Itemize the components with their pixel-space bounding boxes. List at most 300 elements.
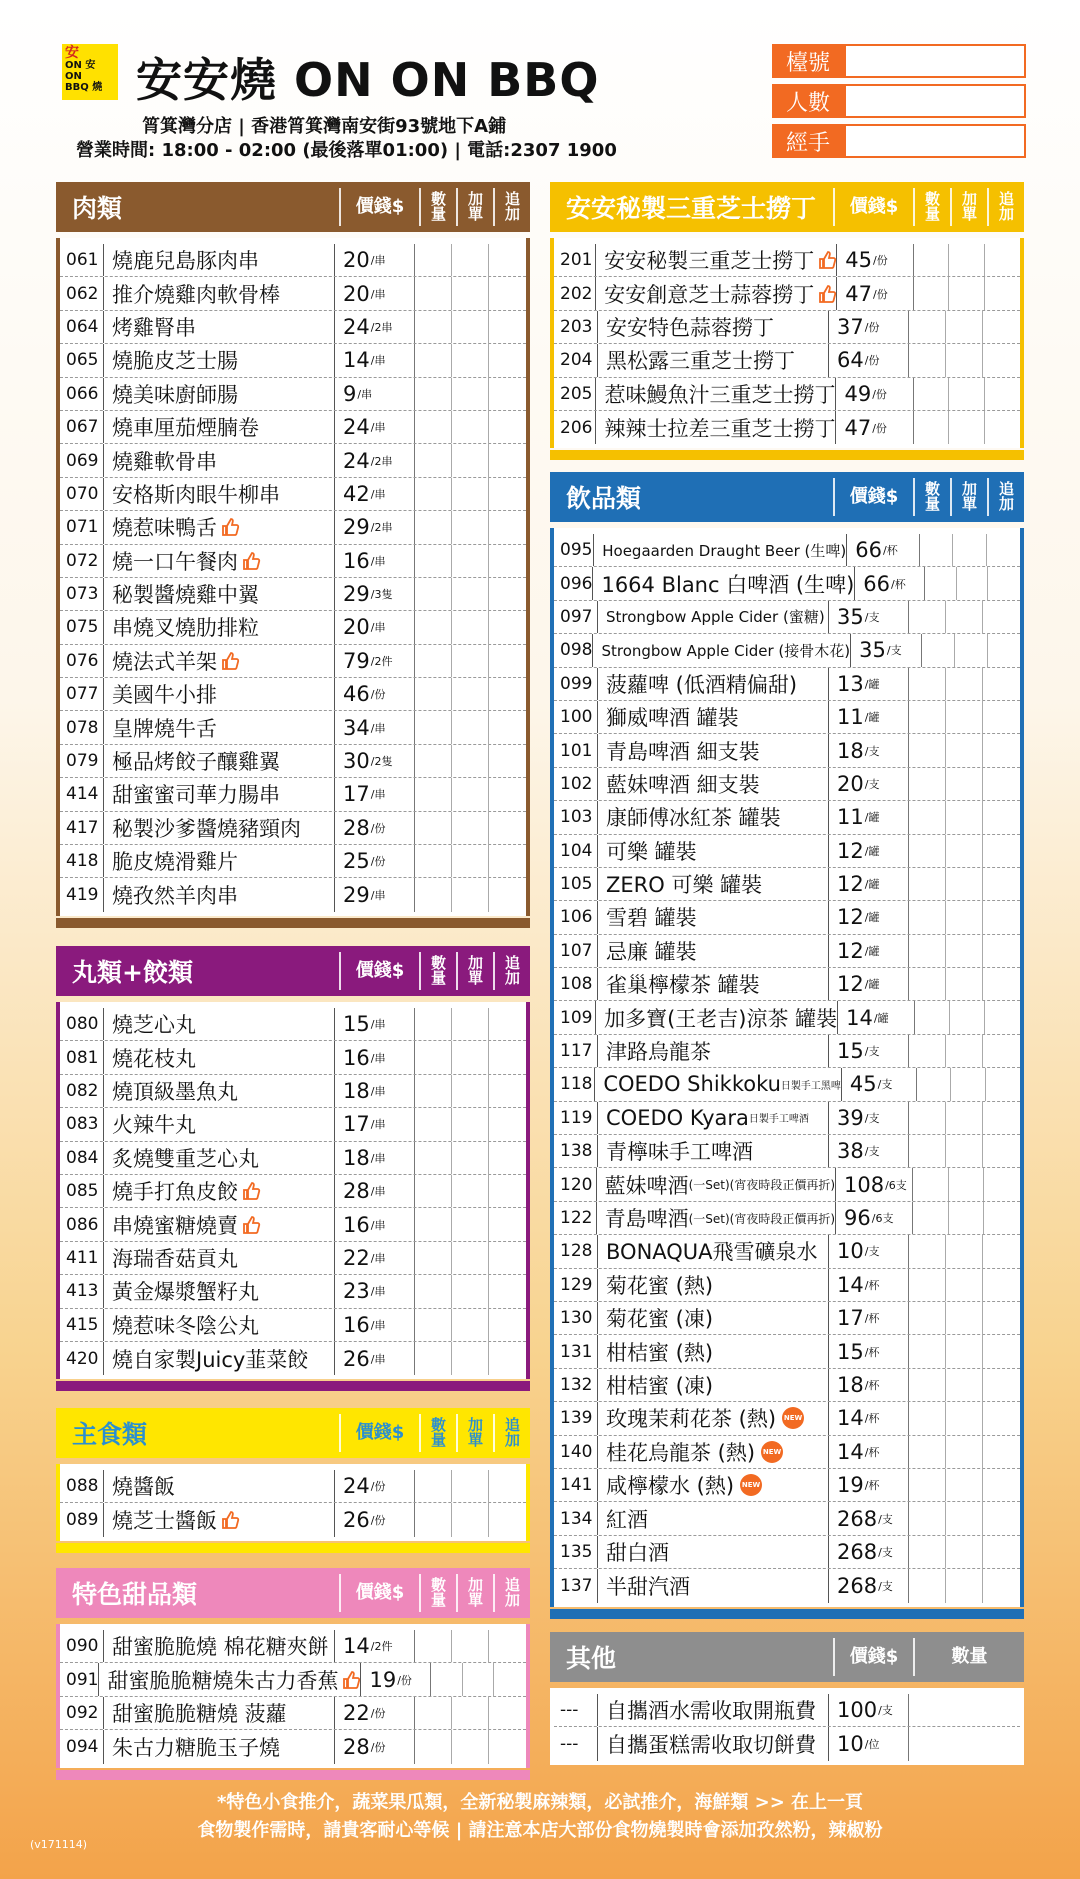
add-cell[interactable] [452, 344, 489, 376]
extra-cell[interactable] [983, 1469, 1020, 1501]
menu-item-row[interactable] [554, 1168, 1020, 1201]
menu-item-row[interactable] [554, 1202, 1020, 1235]
menu-item-row[interactable] [60, 545, 526, 578]
qty-cell[interactable] [909, 601, 946, 633]
qty-cell[interactable] [415, 244, 452, 276]
extra-cell[interactable] [489, 344, 526, 376]
qty-cell[interactable] [914, 244, 949, 276]
add-cell[interactable] [452, 1470, 489, 1502]
add-cell[interactable] [452, 1075, 489, 1107]
extra-cell[interactable] [489, 1730, 526, 1763]
add-cell[interactable] [946, 344, 983, 376]
add-cell[interactable] [452, 1108, 489, 1140]
add-cell[interactable] [452, 545, 489, 577]
qty-cell[interactable] [909, 668, 946, 700]
qty-cell[interactable] [909, 1727, 1020, 1760]
qty-cell[interactable] [415, 1142, 452, 1174]
qty-cell[interactable] [415, 1275, 452, 1307]
menu-item-row[interactable] [60, 277, 526, 310]
extra-cell[interactable] [983, 1269, 1020, 1301]
add-cell[interactable] [452, 444, 489, 476]
extra-cell[interactable] [983, 344, 1020, 376]
extra-cell[interactable] [988, 634, 1020, 666]
extra-cell[interactable] [489, 745, 526, 777]
extra-cell[interactable] [985, 1001, 1020, 1033]
qty-cell[interactable] [431, 1663, 463, 1695]
add-cell[interactable] [452, 645, 489, 677]
extra-cell[interactable] [983, 968, 1020, 1000]
qty-cell[interactable] [909, 935, 946, 967]
menu-item-row[interactable] [554, 378, 1020, 411]
add-cell[interactable] [946, 801, 983, 833]
add-cell[interactable] [452, 711, 489, 743]
add-cell[interactable] [946, 668, 983, 700]
menu-item-row[interactable] [554, 277, 1020, 310]
add-cell[interactable] [452, 244, 489, 276]
qty-cell[interactable] [415, 1470, 452, 1502]
add-cell[interactable] [452, 1697, 489, 1729]
extra-cell[interactable] [983, 668, 1020, 700]
add-cell[interactable] [452, 1503, 489, 1536]
qty-cell[interactable] [909, 1302, 946, 1334]
extra-cell[interactable] [489, 878, 526, 911]
extra-cell[interactable] [489, 778, 526, 810]
qty-cell[interactable] [909, 868, 946, 900]
qty-cell[interactable] [415, 478, 452, 510]
extra-cell[interactable] [489, 1075, 526, 1107]
menu-item-row[interactable] [60, 444, 526, 477]
menu-item-row[interactable] [60, 1242, 526, 1275]
add-cell[interactable] [949, 244, 984, 276]
qty-cell[interactable] [909, 835, 946, 867]
qty-cell[interactable] [415, 1008, 452, 1040]
add-cell[interactable] [452, 277, 489, 309]
extra-cell[interactable] [983, 1569, 1020, 1602]
menu-item-row[interactable] [554, 1727, 1020, 1760]
extra-cell[interactable] [489, 1142, 526, 1174]
menu-item-row[interactable] [60, 311, 526, 344]
extra-cell[interactable] [983, 601, 1020, 633]
add-cell[interactable] [452, 1342, 489, 1375]
menu-item-row[interactable] [60, 878, 526, 911]
qty-cell[interactable] [415, 378, 452, 410]
qty-cell[interactable] [909, 968, 946, 1000]
qty-cell[interactable] [909, 1235, 946, 1267]
menu-item-row[interactable] [60, 378, 526, 411]
qty-cell[interactable] [415, 1503, 452, 1536]
extra-cell[interactable] [489, 311, 526, 343]
extra-cell[interactable] [489, 1242, 526, 1274]
extra-cell[interactable] [489, 1630, 526, 1662]
add-cell[interactable] [452, 878, 489, 911]
extra-cell[interactable] [984, 1202, 1020, 1234]
menu-item-row[interactable] [60, 611, 526, 644]
add-cell[interactable] [946, 1235, 983, 1267]
add-cell[interactable] [946, 1302, 983, 1334]
extra-cell[interactable] [985, 244, 1020, 276]
qty-cell[interactable] [415, 277, 452, 309]
menu-item-row[interactable] [554, 701, 1020, 734]
add-cell[interactable] [946, 1335, 983, 1367]
extra-cell[interactable] [985, 411, 1020, 444]
menu-item-row[interactable] [60, 244, 526, 277]
add-cell[interactable] [955, 634, 988, 666]
extra-cell[interactable] [489, 1208, 526, 1240]
menu-item-row[interactable] [554, 1135, 1020, 1168]
qty-cell[interactable] [922, 634, 955, 666]
add-cell[interactable] [946, 1469, 983, 1501]
menu-item-row[interactable] [554, 567, 1020, 600]
extra-cell[interactable] [489, 511, 526, 543]
add-cell[interactable] [452, 745, 489, 777]
qty-cell[interactable] [909, 1102, 946, 1134]
menu-item-row[interactable] [60, 1008, 526, 1041]
add-cell[interactable] [452, 411, 489, 443]
qty-cell[interactable] [909, 1335, 946, 1367]
add-cell[interactable] [946, 1369, 983, 1401]
qty-cell[interactable] [909, 901, 946, 933]
add-cell[interactable] [452, 845, 489, 877]
menu-item-row[interactable] [60, 1309, 526, 1342]
extra-cell[interactable] [983, 901, 1020, 933]
add-cell[interactable] [946, 1502, 983, 1534]
add-cell[interactable] [452, 1309, 489, 1341]
extra-cell[interactable] [489, 578, 526, 610]
extra-cell[interactable] [489, 1041, 526, 1073]
extra-cell[interactable] [983, 1302, 1020, 1334]
add-cell[interactable] [452, 812, 489, 844]
qty-cell[interactable] [415, 511, 452, 543]
menu-item-row[interactable] [60, 1342, 526, 1375]
menu-item-row[interactable] [60, 1730, 526, 1763]
qty-cell[interactable] [909, 1502, 946, 1534]
menu-item-row[interactable] [554, 601, 1020, 634]
menu-item-row[interactable] [554, 534, 1020, 567]
qty-cell[interactable] [909, 1035, 946, 1067]
qty-cell[interactable] [415, 411, 452, 443]
qty-cell[interactable] [415, 678, 452, 710]
menu-item-row[interactable] [554, 1569, 1020, 1602]
qty-cell[interactable] [909, 1469, 946, 1501]
qty-cell[interactable] [415, 1041, 452, 1073]
add-cell[interactable] [452, 1041, 489, 1073]
add-cell[interactable] [452, 611, 489, 643]
menu-item-row[interactable] [60, 1470, 526, 1503]
menu-item-row[interactable] [554, 768, 1020, 801]
qty-cell[interactable] [415, 1697, 452, 1729]
qty-cell[interactable] [909, 1536, 946, 1568]
table-number-field[interactable]: 檯號 [772, 44, 1026, 78]
menu-item-row[interactable] [60, 1142, 526, 1175]
add-cell[interactable] [452, 1142, 489, 1174]
extra-cell[interactable] [986, 1068, 1020, 1100]
add-cell[interactable] [946, 1536, 983, 1568]
qty-cell[interactable] [917, 1068, 951, 1100]
menu-item-row[interactable] [60, 678, 526, 711]
qty-cell[interactable] [415, 645, 452, 677]
qty-cell[interactable] [415, 611, 452, 643]
extra-cell[interactable] [984, 1168, 1020, 1200]
qty-cell[interactable] [415, 545, 452, 577]
add-cell[interactable] [452, 778, 489, 810]
menu-item-row[interactable] [60, 411, 526, 444]
qty-cell[interactable] [415, 745, 452, 777]
qty-cell[interactable] [920, 534, 953, 566]
add-cell[interactable] [949, 1168, 985, 1200]
menu-item-row[interactable] [60, 478, 526, 511]
add-cell[interactable] [946, 601, 983, 633]
qty-cell[interactable] [415, 311, 452, 343]
add-cell[interactable] [452, 478, 489, 510]
qty-cell[interactable] [909, 1135, 946, 1167]
add-cell[interactable] [946, 968, 983, 1000]
extra-cell[interactable] [983, 768, 1020, 800]
menu-item-row[interactable] [60, 511, 526, 544]
menu-item-row[interactable] [60, 1663, 526, 1696]
add-cell[interactable] [946, 1402, 983, 1434]
qty-cell[interactable] [914, 277, 949, 309]
extra-cell[interactable] [489, 545, 526, 577]
extra-cell[interactable] [983, 835, 1020, 867]
add-cell[interactable] [452, 1630, 489, 1662]
extra-cell[interactable] [489, 1503, 526, 1536]
qty-cell[interactable] [909, 1369, 946, 1401]
menu-item-row[interactable] [60, 1503, 526, 1536]
extra-cell[interactable] [489, 1470, 526, 1502]
qty-cell[interactable] [909, 311, 946, 343]
extra-cell[interactable] [983, 1335, 1020, 1367]
menu-item-row[interactable] [554, 1068, 1020, 1101]
menu-item-row[interactable] [554, 1102, 1020, 1135]
qty-cell[interactable] [909, 344, 946, 376]
extra-cell[interactable] [489, 244, 526, 276]
menu-item-row[interactable] [554, 1536, 1020, 1569]
add-cell[interactable] [452, 311, 489, 343]
add-cell[interactable] [946, 1269, 983, 1301]
qty-cell[interactable] [415, 1630, 452, 1662]
menu-item-row[interactable] [554, 1001, 1020, 1034]
add-cell[interactable] [452, 1008, 489, 1040]
add-cell[interactable] [452, 1175, 489, 1207]
qty-cell[interactable] [415, 1730, 452, 1763]
add-cell[interactable] [946, 901, 983, 933]
extra-cell[interactable] [489, 478, 526, 510]
menu-item-row[interactable] [60, 812, 526, 845]
extra-cell[interactable] [988, 567, 1020, 599]
qty-cell[interactable] [914, 378, 950, 410]
qty-cell[interactable] [913, 1168, 949, 1200]
qty-cell[interactable] [415, 778, 452, 810]
add-cell[interactable] [953, 534, 986, 566]
menu-item-row[interactable] [554, 634, 1020, 667]
menu-item-row[interactable] [554, 244, 1020, 277]
menu-item-row[interactable] [554, 901, 1020, 934]
qty-cell[interactable] [415, 1242, 452, 1274]
qty-cell[interactable] [909, 701, 946, 733]
extra-cell[interactable] [489, 845, 526, 877]
qty-cell[interactable] [415, 812, 452, 844]
extra-cell[interactable] [489, 1309, 526, 1341]
menu-item-row[interactable] [554, 1402, 1020, 1435]
menu-item-row[interactable] [554, 311, 1020, 344]
menu-item-row[interactable] [554, 868, 1020, 901]
extra-cell[interactable] [985, 378, 1020, 410]
add-cell[interactable] [950, 1001, 985, 1033]
menu-item-row[interactable] [554, 734, 1020, 767]
add-cell[interactable] [957, 567, 989, 599]
add-cell[interactable] [452, 1275, 489, 1307]
menu-item-row[interactable] [554, 835, 1020, 868]
menu-item-row[interactable] [554, 801, 1020, 834]
add-cell[interactable] [452, 1242, 489, 1274]
menu-item-row[interactable] [60, 1697, 526, 1730]
qty-cell[interactable] [415, 1175, 452, 1207]
qty-cell[interactable] [914, 411, 950, 444]
extra-cell[interactable] [489, 1008, 526, 1040]
extra-cell[interactable] [489, 611, 526, 643]
add-cell[interactable] [946, 1035, 983, 1067]
menu-item-row[interactable] [554, 968, 1020, 1001]
menu-item-row[interactable] [554, 344, 1020, 377]
add-cell[interactable] [949, 1202, 985, 1234]
add-cell[interactable] [946, 701, 983, 733]
menu-item-row[interactable] [60, 645, 526, 678]
extra-cell[interactable] [489, 645, 526, 677]
qty-cell[interactable] [909, 1694, 1020, 1726]
menu-item-row[interactable] [554, 1335, 1020, 1368]
menu-item-row[interactable] [554, 1469, 1020, 1502]
qty-cell[interactable] [415, 1309, 452, 1341]
extra-cell[interactable] [983, 868, 1020, 900]
qty-cell[interactable] [415, 444, 452, 476]
extra-cell[interactable] [489, 1108, 526, 1140]
extra-cell[interactable] [489, 1175, 526, 1207]
menu-item-row[interactable] [60, 778, 526, 811]
menu-item-row[interactable] [554, 1302, 1020, 1335]
add-cell[interactable] [946, 311, 983, 343]
extra-cell[interactable] [983, 701, 1020, 733]
menu-item-row[interactable] [554, 1035, 1020, 1068]
menu-item-row[interactable] [60, 1041, 526, 1074]
menu-item-row[interactable] [60, 745, 526, 778]
extra-cell[interactable] [489, 411, 526, 443]
qty-cell[interactable] [915, 1001, 950, 1033]
extra-cell[interactable] [983, 1369, 1020, 1401]
add-cell[interactable] [452, 511, 489, 543]
qty-cell[interactable] [909, 801, 946, 833]
extra-cell[interactable] [489, 1697, 526, 1729]
qty-cell[interactable] [925, 567, 957, 599]
menu-item-row[interactable] [60, 344, 526, 377]
add-cell[interactable] [949, 378, 985, 410]
menu-item-row[interactable] [554, 1436, 1020, 1469]
extra-cell[interactable] [489, 277, 526, 309]
menu-item-row[interactable] [554, 668, 1020, 701]
add-cell[interactable] [452, 578, 489, 610]
extra-cell[interactable] [489, 678, 526, 710]
extra-cell[interactable] [983, 1035, 1020, 1067]
menu-item-row[interactable] [554, 1694, 1020, 1727]
menu-item-row[interactable] [554, 1269, 1020, 1302]
menu-item-row[interactable] [60, 578, 526, 611]
guest-count-field[interactable]: 人數 [772, 84, 1026, 118]
qty-cell[interactable] [909, 1436, 946, 1468]
extra-cell[interactable] [983, 311, 1020, 343]
qty-cell[interactable] [909, 1569, 946, 1602]
menu-item-row[interactable] [554, 1369, 1020, 1402]
qty-cell[interactable] [909, 1269, 946, 1301]
extra-cell[interactable] [489, 1342, 526, 1375]
extra-cell[interactable] [983, 1502, 1020, 1534]
qty-cell[interactable] [415, 711, 452, 743]
add-cell[interactable] [949, 411, 985, 444]
extra-cell[interactable] [489, 711, 526, 743]
qty-cell[interactable] [909, 734, 946, 766]
extra-cell[interactable] [983, 1235, 1020, 1267]
handled-by-field[interactable]: 經手 [772, 124, 1026, 158]
extra-cell[interactable] [983, 1102, 1020, 1134]
menu-item-row[interactable] [554, 1235, 1020, 1268]
qty-cell[interactable] [415, 578, 452, 610]
extra-cell[interactable] [983, 1436, 1020, 1468]
extra-cell[interactable] [489, 1275, 526, 1307]
qty-cell[interactable] [415, 344, 452, 376]
add-cell[interactable] [946, 734, 983, 766]
menu-item-row[interactable] [60, 1075, 526, 1108]
menu-item-row[interactable] [60, 711, 526, 744]
add-cell[interactable] [452, 1730, 489, 1763]
add-cell[interactable] [946, 1135, 983, 1167]
add-cell[interactable] [946, 868, 983, 900]
add-cell[interactable] [946, 835, 983, 867]
qty-cell[interactable] [415, 1108, 452, 1140]
add-cell[interactable] [463, 1663, 495, 1695]
extra-cell[interactable] [489, 812, 526, 844]
add-cell[interactable] [946, 1569, 983, 1602]
extra-cell[interactable] [983, 1536, 1020, 1568]
menu-item-row[interactable] [60, 1275, 526, 1308]
menu-item-row[interactable] [554, 1502, 1020, 1535]
qty-cell[interactable] [909, 1402, 946, 1434]
qty-cell[interactable] [913, 1202, 949, 1234]
add-cell[interactable] [452, 378, 489, 410]
qty-cell[interactable] [415, 878, 452, 911]
extra-cell[interactable] [983, 1402, 1020, 1434]
menu-item-row[interactable] [60, 845, 526, 878]
extra-cell[interactable] [983, 801, 1020, 833]
qty-cell[interactable] [415, 1208, 452, 1240]
add-cell[interactable] [946, 1102, 983, 1134]
add-cell[interactable] [946, 935, 983, 967]
qty-cell[interactable] [415, 845, 452, 877]
menu-item-row[interactable] [60, 1108, 526, 1141]
menu-item-row[interactable] [60, 1630, 526, 1663]
extra-cell[interactable] [983, 1135, 1020, 1167]
extra-cell[interactable] [494, 1663, 526, 1695]
extra-cell[interactable] [987, 534, 1020, 566]
menu-item-row[interactable] [554, 935, 1020, 968]
add-cell[interactable] [951, 1068, 985, 1100]
qty-cell[interactable] [415, 1342, 452, 1375]
qty-cell[interactable] [415, 1075, 452, 1107]
extra-cell[interactable] [489, 444, 526, 476]
add-cell[interactable] [949, 277, 984, 309]
menu-item-row[interactable] [554, 411, 1020, 444]
extra-cell[interactable] [983, 734, 1020, 766]
extra-cell[interactable] [489, 378, 526, 410]
extra-cell[interactable] [983, 935, 1020, 967]
add-cell[interactable] [452, 1208, 489, 1240]
